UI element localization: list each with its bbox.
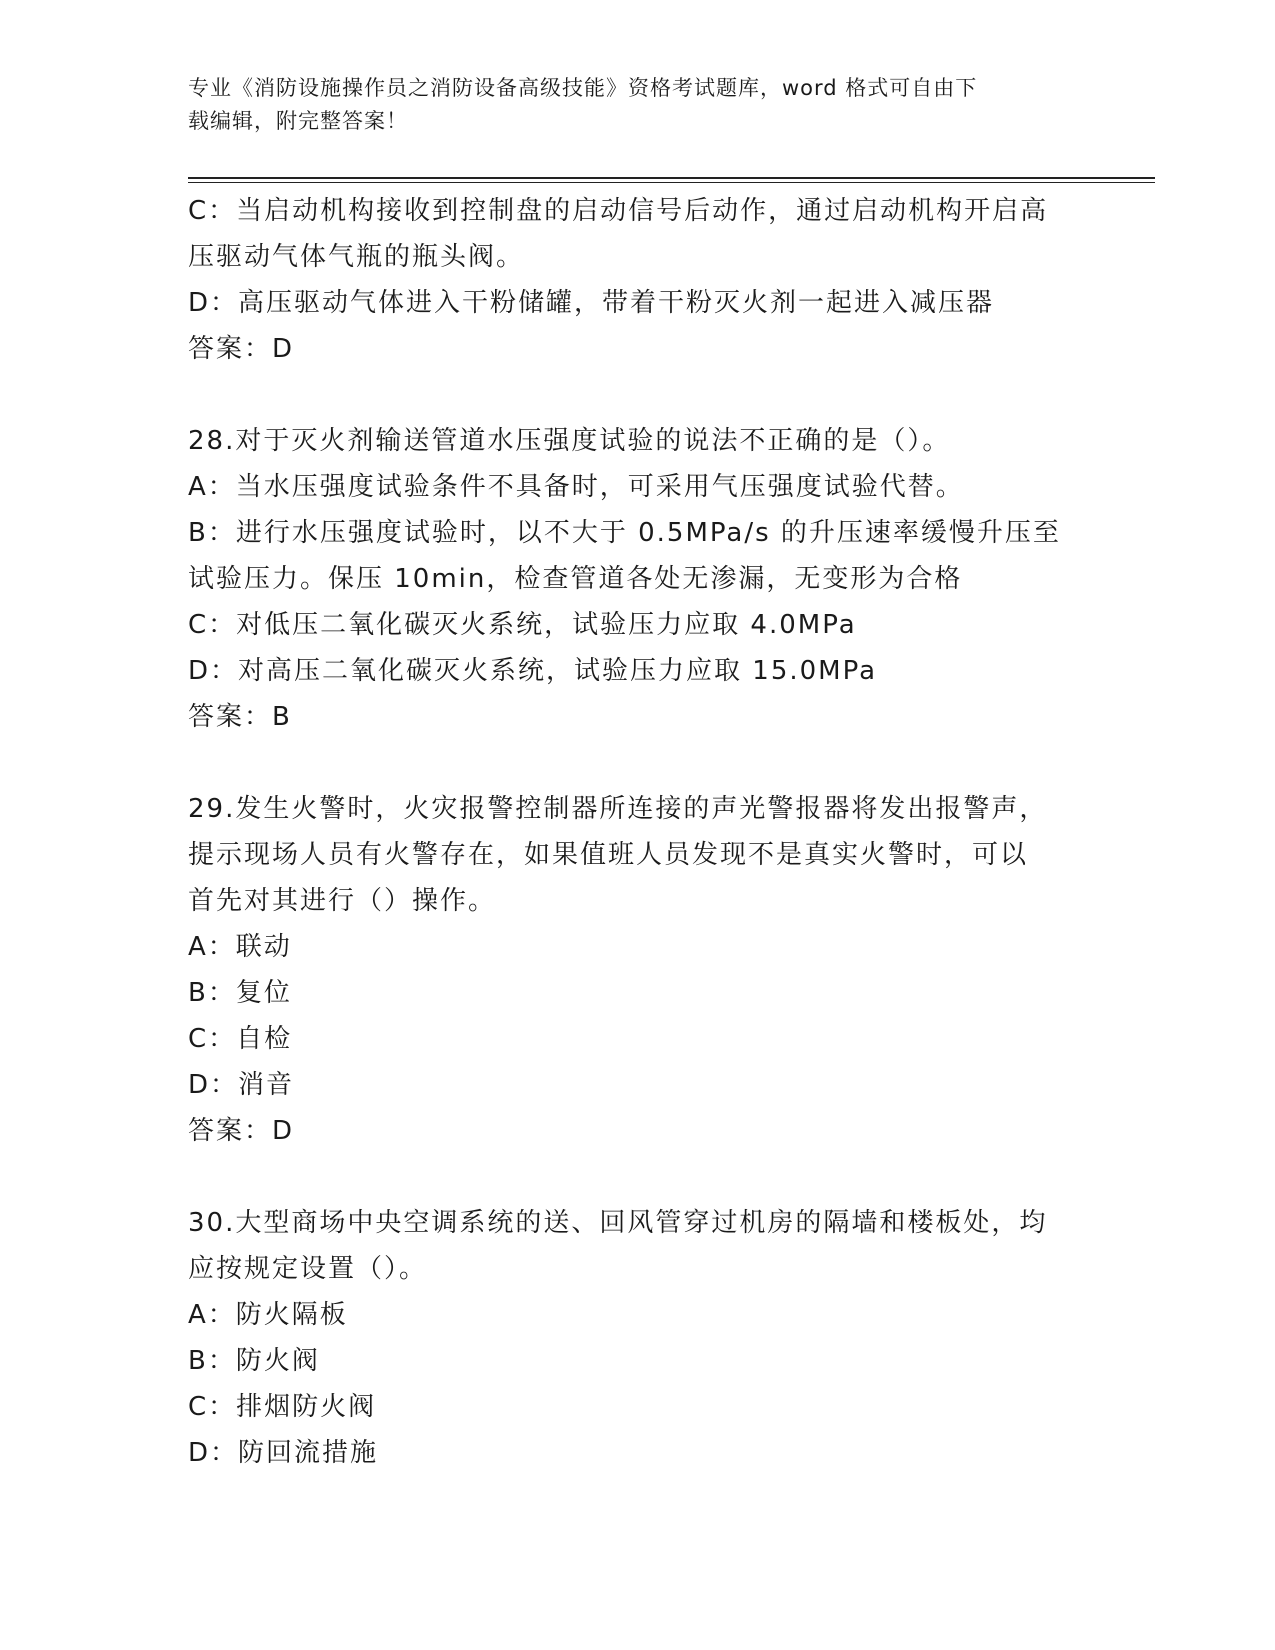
- spacer: [188, 1154, 1088, 1200]
- document-header: [188, 72, 1088, 138]
- q28-option-c: C：对低压二氧化碳灭火系统，试验压力应取 4.0MPa: [188, 610, 857, 640]
- q27-option-c-line1: C：当启动机构接收到控制盘的启动信号后动作，通过启动机构开启高: [188, 196, 1049, 226]
- q30-option-c: C：排烟防火阀: [188, 1392, 377, 1422]
- q30-option-b: B：防火阀: [188, 1346, 320, 1376]
- spacer: [188, 372, 1088, 418]
- q29-stem-line1: 29.发生火警时，火灾报警控制器所连接的声光警报器将发出报警声，: [188, 794, 1048, 824]
- q29-option-a: A：联动: [188, 932, 292, 962]
- question-content: [188, 188, 1088, 1476]
- q28-option-b-line2: 试验压力。保压 10min，检查管道各处无渗漏，无变形为合格: [188, 564, 963, 594]
- q28-option-b-line1: B：进行水压强度试验时，以不大于 0.5MPa/s 的升压速率缓慢升压至: [188, 518, 1061, 548]
- q30-stem-line2: 应按规定设置（）。: [188, 1254, 428, 1284]
- spacer: [188, 740, 1088, 786]
- q27-answer: 答案：D: [188, 334, 295, 364]
- q28-option-d: D：对高压二氧化碳灭火系统，试验压力应取 15.0MPa: [188, 656, 878, 686]
- header-divider-thick: [188, 177, 1155, 179]
- q28-stem: 28.对于灭火剂输送管道水压强度试验的说法不正确的是（）。: [188, 426, 951, 456]
- q30-option-d: D：防回流措施: [188, 1438, 379, 1468]
- q29-answer: 答案：D: [188, 1116, 295, 1146]
- header-line-1: 专业《消防设施操作员之消防设备高级技能》资格考试题库，word 格式可自由下: [188, 76, 978, 100]
- header-line-2: 载编辑，附完整答案！: [188, 109, 408, 133]
- q28-option-a: A：当水压强度试验条件不具备时，可采用气压强度试验代替。: [188, 472, 964, 502]
- q29-option-d: D：消音: [188, 1070, 295, 1100]
- q27-option-c-line2: 压驱动气体气瓶的瓶头阀。: [188, 242, 525, 272]
- q29-option-b: B：复位: [188, 978, 292, 1008]
- q29-stem-line3: 首先对其进行（）操作。: [188, 886, 497, 916]
- q30-stem-line1: 30.大型商场中央空调系统的送、回风管穿过机房的隔墙和楼板处，均: [188, 1208, 1048, 1238]
- q30-option-a: A：防火隔板: [188, 1300, 348, 1330]
- q27-option-d: D：高压驱动气体进入干粉储罐，带着干粉灭火剂一起进入减压器: [188, 288, 995, 318]
- q28-answer: 答案：B: [188, 702, 292, 732]
- q29-option-c: C：自检: [188, 1024, 293, 1054]
- header-divider-thin: [188, 182, 1155, 183]
- q29-stem-line2: 提示现场人员有火警存在，如果值班人员发现不是真实火警时，可以: [188, 840, 1029, 870]
